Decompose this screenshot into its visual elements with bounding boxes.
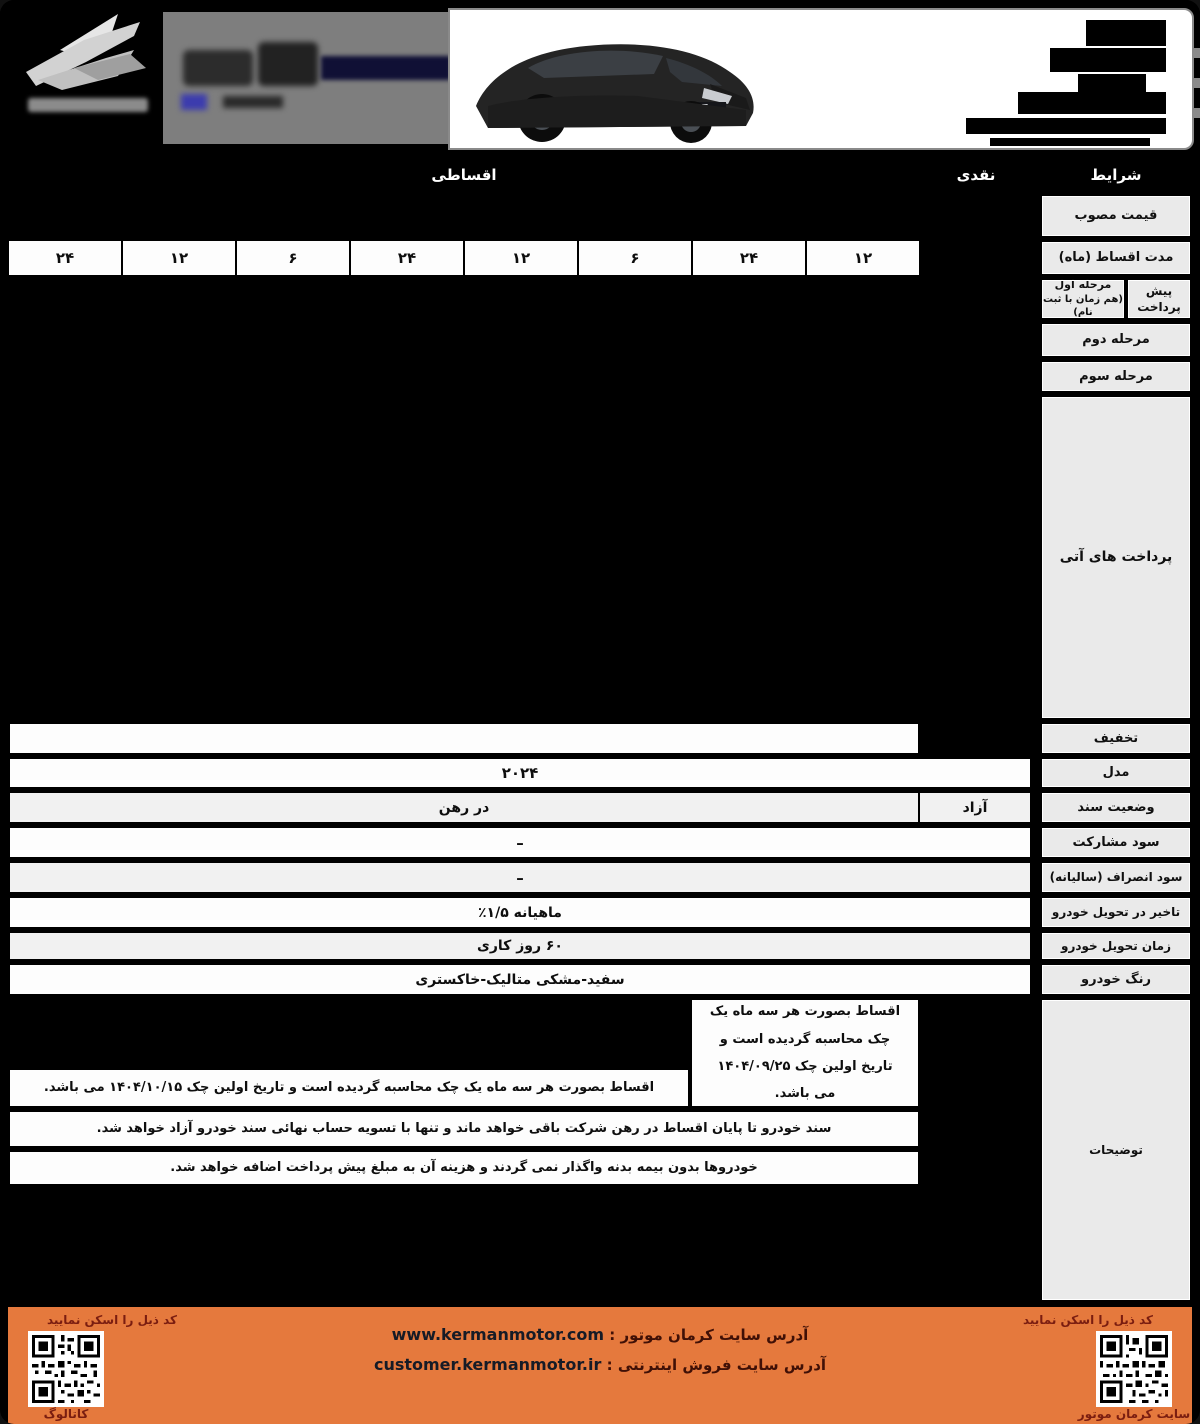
payment-empty-cell: – bbox=[344, 572, 351, 587]
payment-column-header: مبلغ اقساط bbox=[855, 396, 919, 411]
header-white-panel bbox=[448, 8, 1194, 150]
payment-empty-cell: – bbox=[685, 682, 692, 697]
payment-amount-cell: ۲.۶۵۱.۲۲۵.۰۰۰ ریال bbox=[476, 535, 578, 550]
payment-amount-cell: ۲.۶۸۲.۰۱۱.۰۰۰ ریال bbox=[135, 462, 237, 477]
edge-mark bbox=[1194, 78, 1200, 88]
site-address-url[interactable]: www.kermanmotor.com bbox=[391, 1325, 604, 1344]
payment-amount-cell: ۱.۴۹۰.۷۸۳.۰۰۰ ریال bbox=[362, 572, 464, 587]
payment-empty-cell: – bbox=[344, 645, 351, 660]
car-color-value: سفید-مشکی متالیک-خاکستری bbox=[8, 963, 1032, 996]
payment-amount-cell: ۱.۳۹۲.۷۱۴.۰۰۰ ریال bbox=[704, 645, 806, 660]
redacted-title-line bbox=[1050, 48, 1166, 72]
payment-empty-cell: – bbox=[344, 499, 351, 514]
payment-empty-cell: – bbox=[230, 609, 237, 624]
payment-amount-cell: ۲.۶۵۱.۲۲۵.۰۰۰ ریال bbox=[476, 462, 578, 477]
row-label-model: مدل bbox=[1040, 757, 1192, 789]
payment-amount-cell: ۱.۵۲۲.۴۹۶.۰۰۰ ریال bbox=[21, 499, 123, 514]
redacted-brand-plate bbox=[163, 12, 448, 144]
row-label-cancellation-profit: سود انصراف (سالیانه) bbox=[1040, 861, 1192, 894]
payment-empty-cell: – bbox=[685, 572, 692, 587]
row-label-stage2: مرحله دوم bbox=[1040, 322, 1192, 358]
note-insurance: خودروها بدون بیمه بدنه واگذار نمی گردند و هزینه آن به مبلغ پیش پرداخت اضافه خواهد شد. bbox=[8, 1150, 920, 1186]
scan-hint-left: کد ذیل را اسکن نمایید bbox=[46, 1313, 178, 1327]
installment-months-cell: ۲۴ bbox=[8, 240, 122, 276]
catalog-qr-caption: کاتالوگ bbox=[43, 1407, 89, 1421]
payment-amount-cell: ۱.۵۲۲.۴۹۶.۰۰۰ ریال bbox=[21, 535, 123, 550]
payment-empty-cell: – bbox=[571, 572, 578, 587]
edge-mark bbox=[1194, 108, 1200, 118]
car-image bbox=[458, 10, 768, 148]
redacted-title-line bbox=[1086, 20, 1166, 46]
redacted-title-line bbox=[1018, 92, 1166, 114]
payment-amount-cell: ۲.۴۳۷.۵۰۰.۰۰۰ ریال bbox=[817, 535, 919, 550]
delivery-delay-value: ٪۱/۵ ماهیانه bbox=[8, 896, 1032, 929]
redacted-down-payments bbox=[8, 278, 1032, 393]
payment-amount-cell: ۵.۰۰۰.۰۰۰.۰۰۰ ریال bbox=[249, 462, 351, 477]
row-label-installment-months: مدت اقساط (ماه) bbox=[1040, 240, 1192, 276]
payment-column-header: مبلغ اقساط bbox=[59, 396, 123, 411]
model-value: ۲۰۲۴ bbox=[8, 757, 1032, 789]
row-label-stage3: مرحله سوم bbox=[1040, 360, 1192, 393]
payment-amount-cell: ۱.۴۹۰.۷۸۳.۰۰۰ ریال bbox=[362, 609, 464, 624]
installment-months-cell: ۶ bbox=[578, 240, 692, 276]
website-qr-caption: سایت کرمان موتور bbox=[1077, 1407, 1191, 1421]
payment-amount-cell: ۱.۵۲۲.۴۹۶.۰۰۰ ریال bbox=[21, 572, 123, 587]
row-label-doc-status: وضعیت سند bbox=[1040, 791, 1192, 824]
redacted-cash-months bbox=[920, 240, 1032, 276]
site-address-line bbox=[250, 1325, 950, 1344]
doc-status-installment-value: در رهن bbox=[8, 791, 920, 824]
website-qr-code[interactable] bbox=[1096, 1331, 1172, 1407]
payment-empty-cell: – bbox=[685, 645, 692, 660]
section-header-installment: اقساطی bbox=[431, 166, 497, 184]
payment-amount-cell: ۱.۳۹۲.۷۱۴.۰۰۰ ریال bbox=[704, 535, 806, 550]
payment-empty-cell: – bbox=[344, 682, 351, 697]
installment-months-cell: ۱۲ bbox=[122, 240, 236, 276]
payment-empty-cell: – bbox=[230, 682, 237, 697]
payment-amount-cell: ۲.۴۳۷.۵۰۰.۰۰۰ ریال bbox=[817, 462, 919, 477]
payment-amount-cell: ۲.۴۳۷.۵۰۰.۰۰۰ ریال bbox=[817, 426, 919, 440]
note-check-q25: اقساط بصورت هر سه ماه یک چک محاسبه گردیده است و تاریخ اولین چک ۱۴۰۴/۰۹/۲۵ می باشد. bbox=[690, 998, 920, 1108]
edge-mark bbox=[1194, 48, 1200, 58]
shop-address-url[interactable]: customer.kermanmotor.ir bbox=[373, 1355, 602, 1374]
payment-amount-cell: ۱.۵۲۲.۴۹۶.۰۰۰ ریال bbox=[21, 609, 123, 624]
payment-empty-cell: – bbox=[571, 609, 578, 624]
payment-amount-cell: ۱.۳۹۲.۷۱۴.۰۰۰ ریال bbox=[704, 426, 806, 440]
installment-months-cell: ۶ bbox=[236, 240, 350, 276]
installment-months-cell: ۱۲ bbox=[464, 240, 578, 276]
payment-column-header: مبلغ اقساط bbox=[172, 396, 237, 411]
redacted-note-block bbox=[8, 998, 690, 1066]
payment-amount-cell: ۱.۳۹۲.۷۱۴.۰۰۰ ریال bbox=[704, 462, 806, 477]
doc-status-cash-value: آزاد bbox=[918, 791, 1032, 824]
payment-amount-cell: ۵.۰۰۰.۰۰۰.۰۰۰ ریال bbox=[590, 462, 692, 477]
footer bbox=[8, 1307, 1192, 1424]
installment-months-row bbox=[8, 240, 920, 276]
payment-column-header: مبلغ اقساط bbox=[741, 396, 806, 411]
payment-amount-cell: ۵.۰۰۰.۰۰۰.۰۰۰ ریال bbox=[249, 426, 351, 440]
payment-empty-cell: – bbox=[913, 682, 919, 697]
redacted-notes-bottom bbox=[8, 1188, 1032, 1302]
payment-amount-cell: ۱.۴۹۰.۷۸۳.۰۰۰ ریال bbox=[362, 682, 464, 697]
payment-empty-cell: – bbox=[571, 645, 578, 660]
payment-amount-cell: ۱.۴۹۰.۷۸۳.۰۰۰ ریال bbox=[362, 499, 464, 514]
stage1-title: مرحله اول bbox=[1054, 278, 1112, 292]
row-label-discount: تخفیف bbox=[1040, 722, 1192, 755]
payment-column-header: مبلغ اقساط bbox=[286, 396, 351, 411]
payment-amount-cell: ۱.۳۹۲.۷۱۴.۰۰۰ ریال bbox=[704, 609, 806, 624]
payment-amount-cell: ۱.۳۹۲.۷۱۴.۰۰۰ ریال bbox=[704, 572, 806, 587]
kerman-motor-logo-icon bbox=[22, 10, 162, 122]
payment-amount-cell: ۲.۶۵۱.۲۲۵.۰۰۰ ریال bbox=[476, 426, 578, 440]
participation-profit-value: – bbox=[8, 826, 1032, 859]
delivery-time-value: ۶۰ روز کاری bbox=[8, 931, 1032, 961]
installment-months-cell: ۲۴ bbox=[350, 240, 464, 276]
row-label-stage1 bbox=[1040, 278, 1126, 320]
payment-amount-cell: ۱.۴۹۰.۷۸۳.۰۰۰ ریال bbox=[362, 535, 464, 550]
section-header-cash: نقدی bbox=[956, 166, 996, 184]
installment-months-cell: ۲۴ bbox=[692, 240, 806, 276]
shop-address-line bbox=[250, 1355, 950, 1374]
payment-empty-cell: – bbox=[344, 535, 351, 550]
payment-amount-cell: ۲.۶۵۱.۲۲۵.۰۰۰ ریال bbox=[476, 499, 578, 514]
row-label-notes: توضیحات bbox=[1040, 998, 1192, 1302]
redacted-title-line bbox=[990, 138, 1150, 146]
payment-amount-cell: ۱.۳۹۲.۷۱۴.۰۰۰ ریال bbox=[704, 499, 806, 514]
payment-amount-cell: ۲.۶۸۲.۰۱۱.۰۰۰ ریال bbox=[135, 499, 237, 514]
note-mortgage: سند خودرو تا پایان اقساط در رهن شرکت باقی خواهد ماند و تنها با تسویه حساب نهائی سند خودرو آزاد خواهد شد. bbox=[8, 1110, 920, 1148]
payment-empty-cell: – bbox=[571, 682, 578, 697]
payment-amount-cell: ۱.۴۹۰.۷۸۳.۰۰۰ ریال bbox=[362, 462, 464, 477]
payment-amount-cell: ۲.۴۳۷.۵۰۰.۰۰۰ ریال bbox=[817, 499, 919, 514]
payment-amount-cell: ۱.۵۲۲.۴۹۶.۰۰۰ ریال bbox=[21, 682, 123, 697]
shop-address-label: آدرس سایت فروش اینترنتی : bbox=[606, 1356, 827, 1374]
payment-empty-cell: – bbox=[913, 572, 919, 587]
payment-column-header: مبلغ اقساط bbox=[514, 396, 578, 411]
payment-empty-cell: – bbox=[685, 535, 692, 550]
row-label-delivery-delay: تاخیر در تحویل خودرو bbox=[1040, 896, 1192, 929]
payment-amount-cell: ۱.۵۲۲.۴۹۶.۰۰۰ ریال bbox=[21, 645, 123, 660]
payment-empty-cell: – bbox=[230, 645, 237, 660]
redacted-approved-price bbox=[8, 194, 1032, 238]
payment-amount-cell: ۱.۵۲۲.۴۹۶.۰۰۰ ریال bbox=[21, 426, 123, 440]
stage1-subtitle: (هم زمان با ثبت نام) bbox=[1043, 293, 1123, 319]
payment-amount-cell: ۱.۴۹۰.۷۸۳.۰۰۰ ریال bbox=[362, 426, 464, 440]
payment-amount-cell: ۱.۴۹۰.۷۸۳.۰۰۰ ریال bbox=[362, 645, 464, 660]
redacted-discount-cash bbox=[920, 722, 1032, 755]
installment-months-cell: ۱۲ bbox=[806, 240, 920, 276]
payment-column-header: مبلغ اقساط bbox=[400, 396, 464, 411]
note-check-q15: اقساط بصورت هر سه ماه یک چک محاسبه گردیده است و تاریخ اولین چک ۱۴۰۴/۱۰/۱۵ می باشد. bbox=[8, 1068, 690, 1108]
cancellation-profit-value: – bbox=[8, 861, 1032, 894]
payment-empty-cell: – bbox=[913, 609, 919, 624]
row-label-car-color: رنگ خودرو bbox=[1040, 963, 1192, 996]
row-label-participation-profit: سود مشارکت bbox=[1040, 826, 1192, 859]
row-label-future-payments: پرداخت های آتی bbox=[1040, 395, 1192, 720]
site-address-label: آدرس سایت کرمان موتور : bbox=[609, 1326, 809, 1344]
catalog-qr-code[interactable] bbox=[28, 1331, 104, 1407]
payment-column-header: مبلغ اقساط bbox=[627, 396, 692, 411]
payment-amount-cell: ۲.۶۸۲.۰۱۱.۰۰۰ ریال bbox=[135, 426, 237, 440]
payment-empty-cell: – bbox=[344, 609, 351, 624]
payment-empty-cell: – bbox=[230, 572, 237, 587]
payment-amount-cell: ۲.۶۸۲.۰۱۱.۰۰۰ ریال bbox=[135, 535, 237, 550]
discount-installment-cell bbox=[8, 722, 920, 755]
redacted-title-line bbox=[966, 118, 1166, 134]
row-label-delivery-time: زمان تحویل خودرو bbox=[1040, 931, 1192, 961]
future-payments-table bbox=[8, 395, 920, 720]
payment-empty-cell: – bbox=[913, 645, 919, 660]
redacted-cash-payments bbox=[920, 395, 1032, 720]
payment-amount-cell: ۵.۰۰۰.۰۰۰.۰۰۰ ریال bbox=[590, 426, 692, 440]
section-header-conditions: شرایط bbox=[1090, 166, 1142, 184]
payment-empty-cell: – bbox=[685, 609, 692, 624]
payment-amount-cell: ۱.۵۲۲.۴۹۶.۰۰۰ ریال bbox=[21, 462, 123, 477]
payment-empty-cell: – bbox=[685, 499, 692, 514]
payment-amount-cell: ۱.۳۹۲.۷۱۴.۰۰۰ ریال bbox=[704, 682, 806, 697]
row-label-approved-price: قیمت مصوب bbox=[1040, 194, 1192, 238]
row-label-down-payment: پیش پرداخت bbox=[1126, 278, 1192, 320]
scan-hint-right: کد ذیل را اسکن نمایید bbox=[1022, 1313, 1154, 1327]
